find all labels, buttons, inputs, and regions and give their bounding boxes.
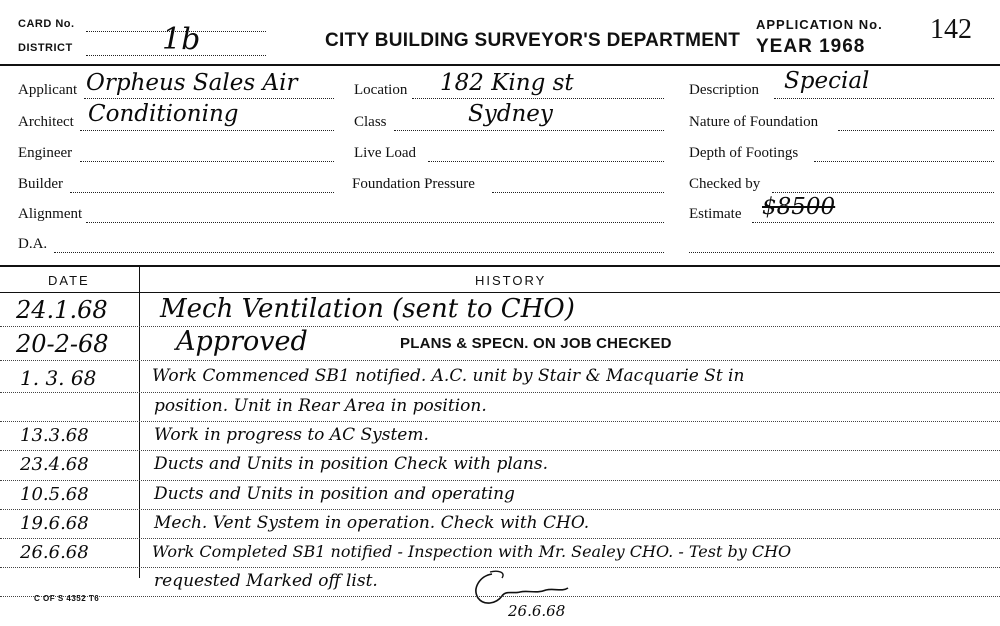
district-value: 1b <box>162 22 201 57</box>
history-entry: Approved <box>176 326 308 357</box>
live-load-line <box>428 161 664 162</box>
depth-of-footings-label: Depth of Footings <box>689 145 799 161</box>
blank-line-right <box>689 252 994 253</box>
row-line <box>0 421 1000 422</box>
alignment-line <box>86 222 664 223</box>
row-line <box>0 509 1000 510</box>
history-date: 13.3.68 <box>20 425 89 446</box>
class-value: Sydney <box>468 101 553 127</box>
row-line <box>0 392 1000 393</box>
engineer-label: Engineer <box>18 145 73 161</box>
location-value: 182 King st <box>440 70 574 96</box>
history-entry: Mech. Vent System in operation. Check with CHO. <box>154 513 590 533</box>
nature-of-foundation-line <box>838 130 994 131</box>
history-header-underline <box>0 292 1000 293</box>
architect-value: Conditioning <box>88 101 239 127</box>
signature-date: 26.6.68 <box>508 602 566 620</box>
checked-by-line <box>772 192 994 193</box>
builder-label: Builder <box>18 176 63 192</box>
foundation-pressure-label: Foundation Pressure <box>352 176 475 192</box>
row-line <box>0 450 1000 451</box>
history-entry: Work Completed SB1 notified - Inspection with Mr. Sealey CHO. - Test by CHO <box>152 542 792 561</box>
history-date: 19.6.68 <box>20 513 89 534</box>
history-date: 26.6.68 <box>20 542 89 563</box>
date-column-header: DATE <box>48 273 90 288</box>
nature-of-foundation-label: Nature of Foundation <box>689 114 819 130</box>
class-label: Class <box>354 114 387 130</box>
history-entry: Mech Ventilation (sent to CHO) <box>160 294 575 324</box>
history-entry: Ducts and Units in position and operating <box>154 484 515 504</box>
row-line <box>0 326 1000 327</box>
history-entry: Work in progress to AC System. <box>154 425 429 445</box>
history-date: 24.1.68 <box>16 296 108 324</box>
department-title: CITY BUILDING SURVEYOR'S DEPARTMENT <box>325 30 741 51</box>
foundation-pressure-line <box>492 192 664 193</box>
application-no-label: APPLICATION No. <box>756 17 883 32</box>
form-code: C OF S 4352 T6 <box>34 594 100 603</box>
row-line <box>0 360 1000 361</box>
history-column-header: HISTORY <box>475 273 547 288</box>
row-line <box>0 480 1000 481</box>
class-line <box>394 130 664 131</box>
top-border <box>0 64 1000 66</box>
history-date: 20-2-68 <box>16 330 109 358</box>
year-label: YEAR 1968 <box>756 36 866 57</box>
history-date: 1. 3. 68 <box>20 366 97 390</box>
location-label: Location <box>354 82 408 98</box>
builder-line <box>70 192 334 193</box>
card-no-label: CARD No. <box>18 18 75 30</box>
history-entry: position. Unit in Rear Area in position. <box>154 396 487 416</box>
depth-of-footings-line <box>814 161 994 162</box>
applicant-line <box>84 98 334 99</box>
estimate-value: $8500 <box>762 194 836 220</box>
engineer-line <box>80 161 334 162</box>
checked-stamp: PLANS & SPECN. ON JOB CHECKED <box>400 335 672 352</box>
architect-line <box>80 130 334 131</box>
architect-label: Architect <box>18 114 74 130</box>
history-top-border <box>0 265 1000 267</box>
history-entry: Ducts and Units in position Check with plans. <box>154 454 548 474</box>
history-entry: requested Marked off list. <box>154 571 378 591</box>
district-label: DISTRICT <box>18 42 73 54</box>
estimate-label: Estimate <box>689 206 742 222</box>
history-entry: Work Commenced SB1 notified. A.C. unit by Stair & Macquarie St in <box>152 366 745 386</box>
history-date: 10.5.68 <box>20 484 89 505</box>
description-label: Description <box>689 82 759 98</box>
application-number: 142 <box>930 14 972 45</box>
live-load-label: Live Load <box>354 145 417 161</box>
da-line <box>54 252 664 253</box>
estimate-line <box>752 222 994 223</box>
da-label: D.A. <box>18 236 48 252</box>
applicant-label: Applicant <box>18 82 78 98</box>
history-date: 23.4.68 <box>20 454 89 475</box>
alignment-label: Alignment <box>18 206 83 222</box>
description-line <box>774 98 994 99</box>
location-line <box>412 98 664 99</box>
checked-by-label: Checked by <box>689 176 761 192</box>
description-value: Special <box>784 68 870 94</box>
row-line <box>0 538 1000 539</box>
applicant-value: Orpheus Sales Air <box>86 70 298 96</box>
